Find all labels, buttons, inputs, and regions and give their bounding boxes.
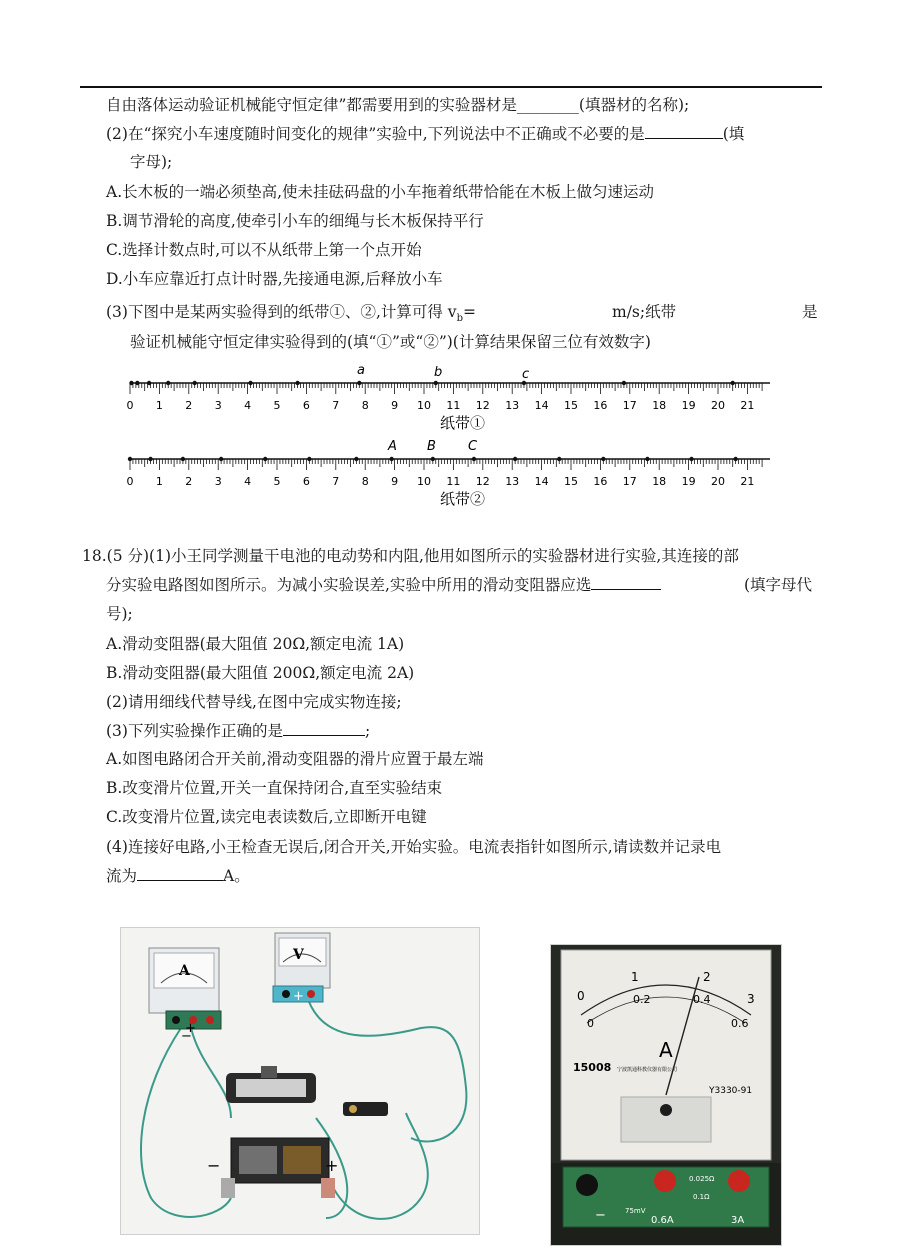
ruler-number: 4: [244, 475, 252, 488]
q17-part2-text-a: (2)在“探究小车速度随时间变化的规律”实验中,下列说法中: [106, 125, 506, 143]
ammeter-closeup-photo: [550, 944, 782, 1246]
ammeter-label: A: [179, 963, 190, 979]
q17-option-c: C.选择计数点时,可以不从纸带上第一个点开始: [106, 241, 422, 259]
tape-2-numbers: [127, 475, 755, 488]
tape-2-dots: [128, 457, 738, 461]
header-rule: [80, 86, 822, 88]
q17-option-b: B.调节滑轮的高度,使牵引小车的细绳与长木板保持平行: [106, 212, 484, 230]
q18-part3-option-a: A.如图电路闭合开关前,滑动变阻器的滑片应置于最左端: [106, 750, 484, 768]
q17-part3-eq: =: [462, 303, 476, 321]
ruler-number: 3: [214, 475, 222, 488]
q18-part4-blank[interactable]: [137, 866, 223, 881]
scale-top-1: 1: [631, 970, 639, 984]
scale-bottom-06: 0.6: [731, 1017, 749, 1030]
q18-part1-blank[interactable]: [591, 575, 661, 590]
ruler-number: 7: [332, 475, 340, 488]
circuit-apparatus-drawing: [121, 928, 479, 1234]
q17-part3-text: (3)下图中是某两实验得到的纸带①、②,计算可得 v: [106, 303, 457, 321]
ruler-number: 2: [185, 399, 193, 412]
ruler-number: 15: [564, 475, 578, 488]
ruler-number: 13: [505, 475, 520, 488]
q18-line2-text: 分实验电路图如图所示。为减小实验误差,实验中所用的滑动变阻器应选: [106, 576, 592, 594]
q18-line2: [106, 575, 820, 595]
ruler-number: 12: [475, 399, 490, 412]
ruler-number: 21: [740, 399, 755, 412]
ruler-number: 19: [681, 399, 696, 412]
scale-top-3: 3: [747, 992, 755, 1006]
ammeter-minus-label: −: [181, 1029, 192, 1044]
paper-tape-1: [120, 358, 780, 438]
ruler-number: 6: [302, 399, 310, 412]
ammeter-model-number: 15008: [573, 1061, 612, 1074]
shunt-resistor-1-label: 0.025Ω: [689, 1175, 715, 1183]
q17-part3-unit: m/s;纸带: [612, 303, 677, 321]
tape-dot: [431, 457, 435, 461]
ruler-number: 3: [214, 399, 222, 412]
ruler-number: 19: [681, 475, 696, 488]
ruler-number: 5: [273, 475, 281, 488]
terminal-0.6A: [654, 1170, 676, 1192]
tape-dot: [295, 381, 299, 385]
voltmeter-label: V: [293, 947, 304, 963]
q18-line1: 18.(5 分)(1)小王同学测量干电池的电动势和内阻,他用如图所示的实验器材进行实验,其连接的部: [82, 547, 739, 565]
ammeter-closeup-drawing: [551, 945, 781, 1245]
terminal-negative: [576, 1174, 598, 1196]
ruler-number: 10: [417, 399, 431, 412]
ruler-number: 4: [244, 399, 252, 412]
ruler-number: 18: [652, 475, 667, 488]
tape-dot: [354, 457, 358, 461]
tape-2-ticks: [130, 459, 762, 470]
ruler-number: 20: [711, 475, 725, 488]
q17-part2-blank[interactable]: [645, 124, 723, 139]
tape-dot: [689, 457, 693, 461]
q17-part3-is: 是: [802, 303, 818, 321]
q18-part4-unit: A。: [223, 867, 250, 885]
tape-dot: [513, 457, 517, 461]
ruler-number: 21: [740, 475, 755, 488]
battery-minus-label: −: [207, 1156, 221, 1175]
ruler-number: 14: [534, 475, 549, 488]
q18-line3: 号);: [106, 605, 133, 623]
tape-dot: [147, 381, 151, 385]
tape-dot: [307, 457, 311, 461]
ruler-number: 11: [446, 475, 461, 488]
battery-plus-label: +: [325, 1156, 339, 1175]
tape-dot: [192, 381, 196, 385]
circuit-apparatus-photo: [120, 927, 480, 1235]
scale-top-0: 0: [577, 989, 585, 1003]
scale-top-2: 2: [703, 970, 711, 984]
q18-part2: (2)请用细线代替导线,在图中完成实物连接;: [106, 693, 402, 711]
tape-dot: [434, 381, 438, 385]
ammeter-maker: 宁波凯通科教仪器有限公司: [617, 1067, 678, 1073]
q17-part2: [106, 124, 744, 144]
q18-part3-blank[interactable]: [283, 721, 365, 736]
tape-2-label-B: B: [427, 439, 436, 454]
ruler-number: 16: [593, 399, 608, 412]
ruler-number: 9: [391, 475, 399, 488]
ruler-number: 8: [361, 475, 369, 488]
ruler-number: 0: [126, 399, 134, 412]
shunt-resistor-2-label: 0.1Ω: [693, 1193, 710, 1201]
ruler-number: 9: [391, 399, 399, 412]
q17-part3-sub: b: [456, 313, 463, 325]
ruler-number: 18: [652, 399, 667, 412]
tape-dot: [128, 457, 132, 461]
tape-1-label-b: b: [434, 365, 443, 380]
q18-part3: [106, 721, 370, 741]
tape-dot: [472, 457, 476, 461]
tape-dot: [129, 381, 133, 385]
ruler-number: 8: [361, 399, 369, 412]
q17-part2-cont: 字母);: [130, 153, 173, 171]
tape-dot: [733, 457, 737, 461]
ruler-number: 7: [332, 399, 340, 412]
tape-1-label-c: c: [522, 367, 530, 382]
q18-option-a: A.滑动变阻器(最大阻值 20Ω,额定电流 1A): [106, 635, 405, 653]
q18-part3-text: (3)下列实验操作正确的是: [106, 722, 283, 740]
tape-dot: [148, 457, 152, 461]
ruler-number: 16: [593, 475, 608, 488]
ruler-number: 5: [273, 399, 281, 412]
ruler-number: 10: [417, 475, 431, 488]
tape-dot: [389, 457, 393, 461]
tape-1-caption: 纸带①: [440, 414, 486, 432]
q17-part2-text-c: (填: [722, 125, 745, 143]
tape-dot: [557, 457, 561, 461]
scale-bottom-0: 0: [587, 1017, 594, 1030]
q18-part4-text: 流为: [106, 867, 138, 885]
q17-part2-emph: 不正确或不必要的是: [505, 125, 645, 143]
ruler-number: 2: [185, 475, 193, 488]
tape-1-label-a: a: [357, 363, 365, 378]
tape-dot: [601, 457, 605, 461]
ruler-number: 6: [302, 475, 310, 488]
q17-option-d: D.小车应靠近打点计时器,先接通电源,后释放小车: [106, 270, 443, 288]
q17-part3: [106, 302, 818, 329]
terminal-negative-label: −: [595, 1208, 606, 1223]
q18-part3-tail: ;: [364, 722, 371, 740]
terminal-3A-label: 3A: [731, 1215, 745, 1226]
tape-2-label-A: A: [388, 439, 397, 454]
q18-part4: (4)连接好电路,小王检查无误后,闭合开关,开始实验。电流表指针如图所示,请读数并记录电: [106, 838, 722, 856]
tape-dot: [645, 457, 649, 461]
ruler-number: 1: [155, 475, 163, 488]
tape-dot: [166, 381, 170, 385]
ruler-number: 17: [622, 399, 637, 412]
millivolt-label: 75mV: [625, 1207, 646, 1215]
tape-dot: [181, 457, 185, 461]
q18-line2-tail: (填字母代: [744, 576, 813, 594]
terminal-0.6A-label: 0.6A: [651, 1215, 674, 1226]
tape-dot: [263, 457, 267, 461]
tape-dot: [219, 457, 223, 461]
ruler-number: 14: [534, 399, 549, 412]
ruler-number: 1: [155, 399, 163, 412]
tape-dot: [731, 381, 735, 385]
ammeter-plus-label: +: [185, 1021, 196, 1036]
ammeter-code: Y3330-91: [709, 1086, 753, 1096]
ruler-number: 12: [475, 475, 490, 488]
scale-bottom-04: 0.4: [693, 993, 711, 1006]
tape-dot: [622, 381, 626, 385]
q18-part3-option-c: C.改变滑片位置,读完电表读数后,立即断开电键: [106, 808, 427, 826]
ruler-number: 11: [446, 399, 461, 412]
terminal-3A: [728, 1170, 750, 1192]
scale-bottom-02: 0.2: [633, 993, 651, 1006]
q17-line0: 自由落体运动验证机械能守恒定律”都需要用到的实验器材是________(填器材的名称);: [106, 96, 690, 114]
ruler-number: 17: [622, 475, 637, 488]
tape-2-label-C: C: [468, 439, 478, 454]
tape-1-numbers: [127, 399, 755, 412]
tape-2-caption: 纸带②: [440, 490, 486, 508]
q18-part4-cont: [106, 866, 250, 886]
ammeter-unit-label: A: [659, 1038, 673, 1062]
q17-option-a: A.长木板的一端必须垫高,使未挂砝码盘的小车拖着纸带恰能在木板上做匀速运动: [106, 183, 655, 201]
voltmeter-plus-label: +: [293, 989, 304, 1004]
tape-dot: [248, 381, 252, 385]
tape-1-ticks: [130, 383, 762, 394]
tape-dot: [135, 381, 139, 385]
ruler-number: 0: [126, 475, 134, 488]
ruler-number: 15: [564, 399, 578, 412]
q18-part3-option-b: B.改变滑片位置,开关一直保持闭合,直至实验结束: [106, 779, 443, 797]
tape-dot: [357, 381, 361, 385]
ruler-number: 13: [505, 399, 520, 412]
q18-option-b: B.滑动变阻器(最大阻值 200Ω,额定电流 2A): [106, 664, 415, 682]
ruler-number: 20: [711, 399, 725, 412]
paper-tape-2: [120, 436, 780, 512]
q17-part3-cont: 验证机械能守恒定律实验得到的(填“①”或“②”)(计算结果保留三位有效数字): [130, 333, 651, 351]
